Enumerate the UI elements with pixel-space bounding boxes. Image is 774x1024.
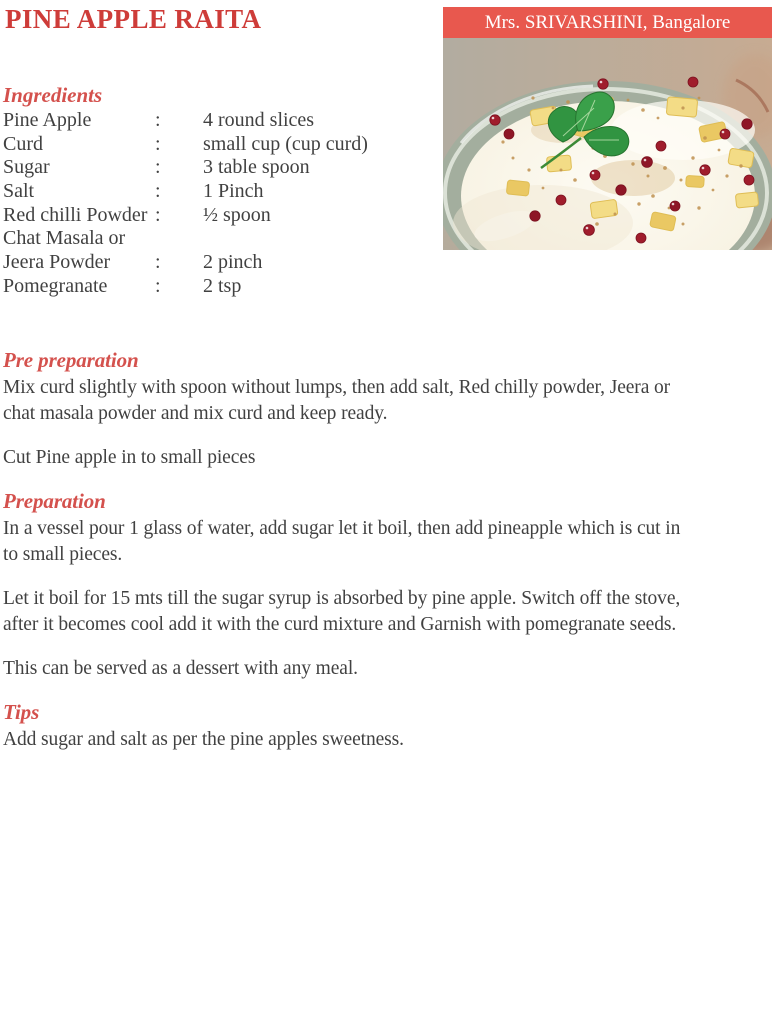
ingredient-row — [3, 227, 438, 251]
paragraph — [3, 445, 751, 471]
paragraph — [3, 516, 751, 568]
ingredient-colon: : — [155, 109, 161, 131]
ingredient-colon: : — [155, 156, 161, 179]
ingredient-row — [3, 180, 438, 204]
ingredient-row — [3, 133, 438, 157]
ingredient-name: Red chilli Powder — [3, 203, 148, 226]
ingredient-quantity: 2 tsp — [203, 274, 242, 297]
ingredient-row — [3, 109, 438, 133]
paragraph-line: Let it boil for 15 mts till the sugar syrup is absorbed by pine apple. Switch off the stove, — [3, 588, 681, 609]
ingredient-colon: : — [155, 180, 161, 203]
ingredient-name: Pine Apple — [3, 109, 92, 131]
ingredient-row — [3, 251, 438, 275]
section-pre-preparation — [3, 348, 751, 471]
section-tips — [3, 700, 751, 753]
ingredient-quantity: 3 table spoon — [203, 156, 310, 179]
paragraph-line: This can be served as a dessert with any meal. — [3, 658, 358, 679]
section-preparation — [3, 489, 751, 682]
paragraph-line: Cut Pine apple in to small pieces — [3, 447, 256, 468]
ingredient-name: Curd — [3, 132, 43, 155]
paragraph-line: In a vessel pour 1 glass of water, add sugar let it boil, then add pineapple which is cut in — [3, 518, 681, 539]
ingredient-quantity: 1 Pinch — [203, 180, 264, 203]
section-heading: Preparation — [3, 489, 106, 513]
page-title: PINE APPLE RAITA — [5, 4, 262, 34]
ingredient-colon: : — [155, 274, 161, 297]
ingredient-name: Chat Masala or — [3, 227, 126, 250]
ingredient-colon: : — [155, 251, 161, 274]
paragraph-line: after it becomes cool add it with the curd mixture and Garnish with pomegranate seeds. — [3, 614, 677, 635]
ingredient-name: Pomegranate — [3, 274, 108, 297]
ingredients-panel — [3, 83, 438, 299]
paragraph-line: chat masala powder and mix curd and keep ready. — [3, 403, 388, 424]
ingredient-quantity: small cup (cup curd) — [203, 132, 368, 155]
ingredient-colon: : — [155, 203, 161, 226]
paragraph-line: Add sugar and salt as per the pine apples sweetness. — [3, 729, 404, 750]
ingredient-row — [3, 275, 438, 299]
paragraph-line: Mix curd slightly with spoon without lumps, then add salt, Red chilly powder, Jeera or — [3, 377, 671, 398]
recipe-body — [3, 348, 751, 771]
ingredient-row — [3, 156, 438, 180]
paragraph — [3, 586, 751, 638]
ingredient-quantity: 4 round slices — [203, 109, 315, 131]
ingredient-row — [3, 204, 438, 228]
paragraph — [3, 727, 751, 753]
section-heading: Tips — [3, 700, 40, 724]
ingredient-quantity: 2 pinch — [203, 251, 263, 274]
ingredient-name: Jeera Powder — [3, 251, 111, 274]
section-heading: Pre preparation — [3, 348, 139, 372]
ingredient-name: Sugar — [3, 156, 50, 179]
paragraph — [3, 656, 751, 682]
ingredient-quantity: ½ spoon — [203, 203, 271, 226]
ingredient-name: Salt — [3, 180, 35, 203]
ingredients-heading: Ingredients — [3, 83, 103, 107]
raita-photo — [443, 38, 772, 250]
raita-photo-illustration — [443, 38, 772, 250]
paragraph-line: to small pieces. — [3, 544, 123, 565]
paragraph — [3, 375, 751, 427]
author-banner — [443, 7, 772, 38]
author-banner-label: Mrs. SRIVARSHINI, Bangalore — [484, 11, 731, 33]
ingredient-colon: : — [155, 132, 161, 155]
